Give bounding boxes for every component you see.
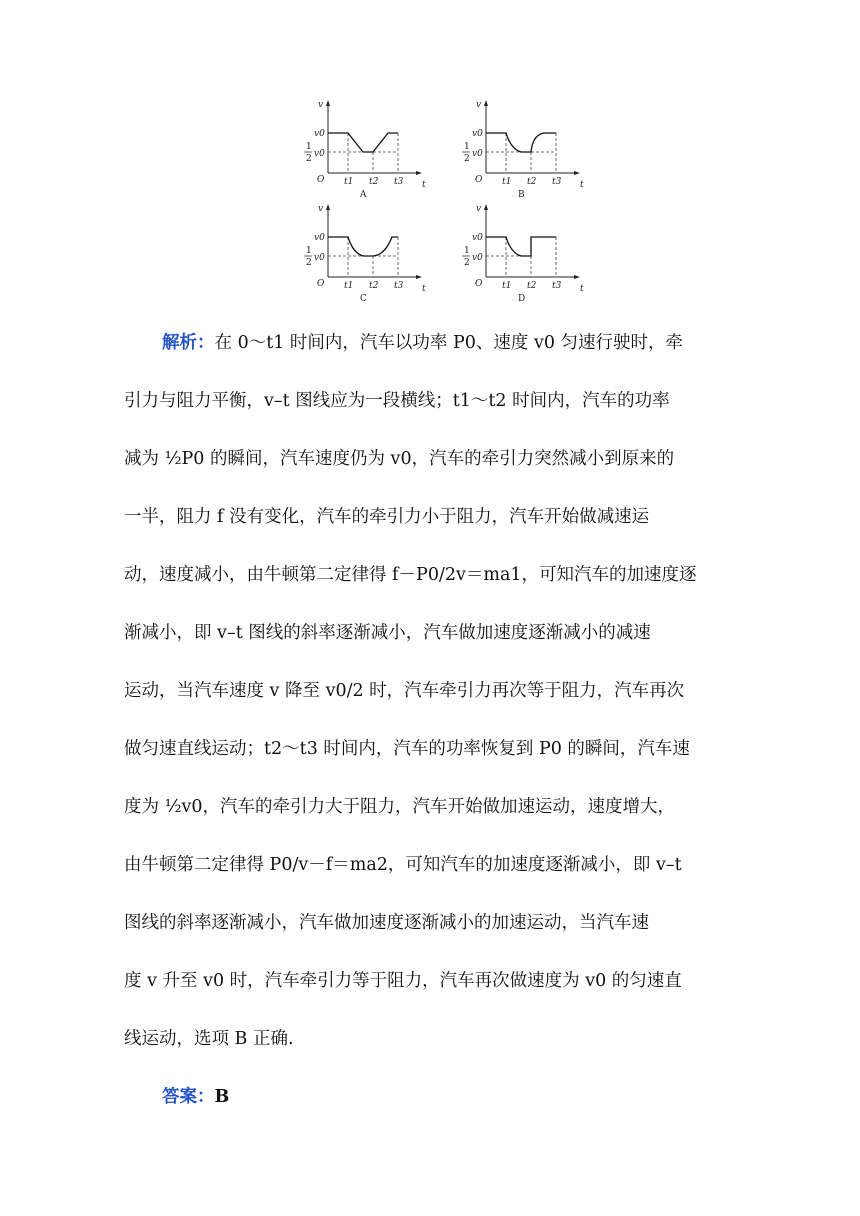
t1-label: t1 (502, 281, 512, 291)
v0-half-label: v0 (472, 149, 483, 159)
t2-label: t2 (527, 281, 537, 291)
axis-v-label: v (476, 100, 482, 110)
half-num: 1 (306, 142, 312, 152)
solution-line-13: 线运动，选项 B 正确. (124, 1029, 294, 1049)
solution-line-2: 引力与阻力平衡，v–t 图线应为一段横线；t1～t2 时间内，汽车的功率 (124, 391, 670, 411)
t1-label: t1 (344, 177, 354, 187)
analysis-label: 解析： (162, 333, 215, 353)
half-num: 1 (464, 142, 470, 152)
t1-label: t1 (502, 177, 512, 187)
solution-line-3: 减为 ½P0 的瞬间，汽车速度仍为 v0，汽车的牵引力突然减小到原来的 (124, 449, 675, 469)
graph-c (300, 200, 450, 304)
line-text: 在 0～t1 时间内，汽车以功率 P0、速度 v0 匀速行驶时，牵 (214, 333, 684, 353)
solution-line-11: 图线的斜率逐渐减小，汽车做加速度逐渐减小的加速运动，当汽车速 (124, 913, 649, 933)
solution-line-10: 由牛顿第二定律得 P0/v－f＝ma2，可知汽车的加速度逐渐减小，即 v–t (124, 855, 682, 875)
t2-label: t2 (369, 281, 379, 291)
solution-line-12: 度 v 升至 v0 时，汽车牵引力等于阻力，汽车再次做速度为 v0 的匀速直 (124, 971, 682, 991)
t3-label: t3 (394, 177, 404, 187)
solution-line-1 (124, 314, 738, 372)
axis-t-label: t (422, 284, 426, 294)
answer-line (124, 1068, 738, 1126)
graph-b (458, 96, 608, 200)
axis-v-label: v (318, 204, 324, 214)
graph-d (458, 200, 608, 304)
half-den: 2 (464, 258, 470, 268)
solution-text (124, 314, 738, 1126)
origin-label: O (475, 279, 483, 289)
t2-label: t2 (527, 177, 537, 187)
solution-line-4: 一半，阻力 f 没有变化，汽车的牵引力小于阻力，汽车开始做减速运 (124, 507, 650, 527)
graph-a (300, 96, 450, 200)
v0-half-label: v0 (472, 253, 483, 263)
t1-label: t1 (344, 281, 354, 291)
t3-label: t3 (552, 281, 562, 291)
option-c-label: C (360, 294, 367, 304)
answer-label: 答案： (162, 1087, 215, 1107)
option-a-label: A (360, 190, 367, 200)
solution-line-8: 做匀速直线运动；t2～t3 时间内，汽车的功率恢复到 P0 的瞬间，汽车速 (124, 739, 690, 759)
origin-label: O (317, 279, 325, 289)
t3-label: t3 (552, 177, 562, 187)
v0-label: v0 (472, 233, 483, 243)
t3-label: t3 (394, 281, 404, 291)
axis-t-label: t (580, 284, 584, 294)
solution-line-5: 动，速度减小，由牛顿第二定律得 f－P0/2v＝ma1，可知汽车的加速度逐 (124, 565, 697, 585)
option-b-label: B (518, 190, 525, 200)
axis-v-label: v (318, 100, 324, 110)
v0-label: v0 (472, 129, 483, 139)
axis-v-label: v (476, 204, 482, 214)
half-den: 2 (464, 154, 470, 164)
axis-t-label: t (580, 180, 584, 190)
origin-label: O (317, 175, 325, 185)
origin-label: O (475, 175, 483, 185)
v0-half-label: v0 (314, 149, 325, 159)
solution-line-9: 度为 ½v0，汽车的牵引力大于阻力，汽车开始做加速运动，速度增大， (124, 797, 676, 817)
v0-label: v0 (314, 233, 325, 243)
answer-value: B (214, 1087, 230, 1107)
half-num: 1 (464, 246, 470, 256)
half-den: 2 (306, 258, 312, 268)
solution-line-6: 渐减小，即 v–t 图线的斜率逐渐减小，汽车做加速度逐渐减小的减速 (124, 623, 651, 643)
option-d-label: D (518, 294, 526, 304)
solution-line-7: 运动，当汽车速度 v 降至 v0/2 时，汽车牵引力再次等于阻力，汽车再次 (124, 681, 685, 701)
v0-label: v0 (314, 129, 325, 139)
half-num: 1 (306, 246, 312, 256)
axis-t-label: t (422, 180, 426, 190)
v0-half-label: v0 (314, 253, 325, 263)
half-den: 2 (306, 154, 312, 164)
option-graphs (300, 96, 610, 308)
t2-label: t2 (369, 177, 379, 187)
